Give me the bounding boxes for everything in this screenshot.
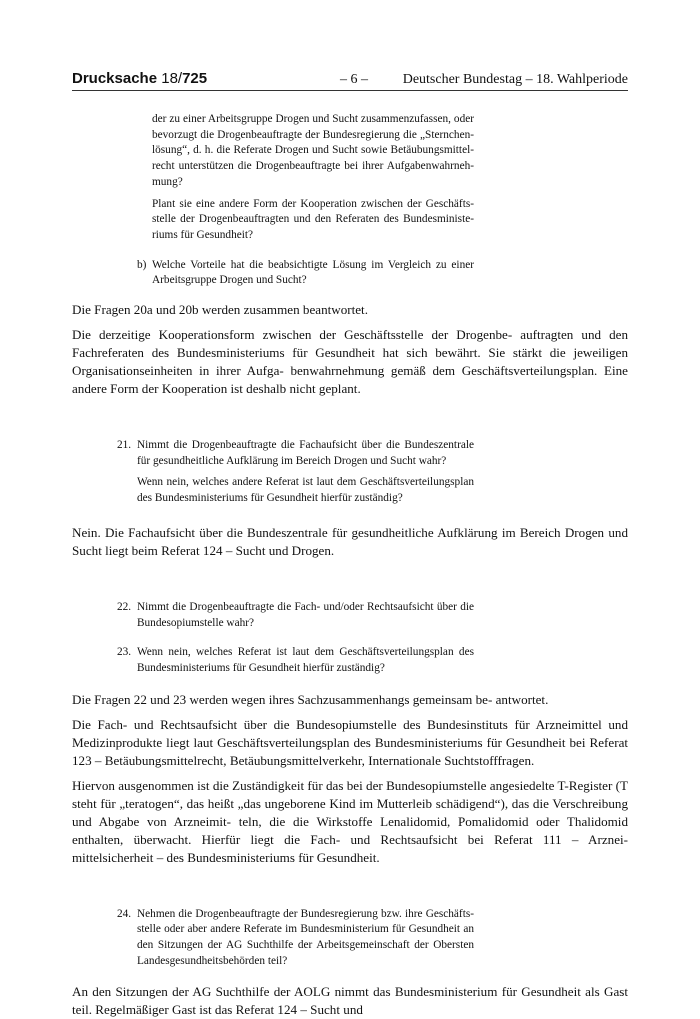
question-text: der zu einer Arbeitsgruppe Drogen und Sucht zusammenzufassen, oder bevorzugt die Drogenbeauftragte der Bundesregierung die „Sternchen- lösung“, d. h. die Referate Drogen und Sucht sowie Betäubungsmittel- recht unterstützen die Drogenbeauftragte bei ihrer Aufgabenwahrneh- mung? [152,113,474,188]
question-number: 22. [117,600,132,613]
question-22 [117,600,474,631]
question-number: 21. [117,439,132,452]
question-21-continuation: Wenn nein, welches andere Referat ist laut dem Geschäftsverteilungsplan des Bundesministeriums für Gesundheit hierfür zuständig? [137,476,474,505]
question-text: Plant sie eine andere Form der Kooperation zwischen der Geschäfts- stelle der Drogenbeauftragten und den Referaten des Bundesministe- riums für Gesundheit? [152,197,474,241]
question-21 [117,438,474,469]
question-text: Nehmen die Drogenbeauftragte der Bundesregierung bzw. ihre Geschäfts- stelle oder aber andere Referate im Bundesministerium für Gesundheit an den Sitzungen der AG Suchthilfe der Arbeitsgemeinschaft der Obersten Landesgesundheitsbehörden teil? [137,907,474,967]
page-header [72,68,628,91]
page-body [72,112,628,1019]
question-23 [117,645,474,676]
answer-22-23-paragraph-2: Hiervon ausgenommen ist die Zuständigkeit für das bei der Bundesopiumstelle angesiedelte T-Register (T steht für „teratogen“, das heißt „das ungeborene Kind im Mutterleib schädigend“), das die Verschreibung und Abgabe von Arzneimit- teln, die die Wirkstoffe Lenalidomid, Pomalidomid oder Thalidomid enthalten, überwacht. Hierfür liegt die Fach- und Rechtsaufsicht bei Referat 111 – Arznei- mittelsicherheit – des Bundesministeriums für Gesundheit. [72,777,629,865]
answer-21: Nein. Die Fachaufsicht über die Bundeszentrale für gesundheitliche Aufklärung im Bereich Drogen und Sucht liegt beim Referat 124 – Sucht und Drogen. [72,524,628,558]
answer-24: An den Sitzungen der AG Suchthilfe der AOLG nimmt das Bundesministerium für Gesundheit als Gast teil. Regelmäßiger Gast ist das Referat 124 – Sucht und [72,984,629,1018]
question-text: Welche Vorteile hat die beabsichtigte Lösung im Vergleich zu einer Arbeitsgruppe Drogen und Sucht? [152,258,474,287]
answer-intro-20: Die Fragen 20a und 20b werden zusammen beantwortet. [72,302,368,318]
question-text: Wenn nein, welches Referat ist laut dem Geschäftsverteilungsplan des Bundesministeriums für Gesundheit hierfür zuständig? [137,646,474,674]
question-number: 24. [117,907,132,920]
question-text: Nimmt die Drogenbeauftragte die Fachaufsicht über die Bundeszentrale für gesundheitliche Aufklärung im Bereich Drogen und Sucht wahr? [137,439,474,467]
parliament-label: Deutscher Bundestag – 18. Wahlperiode [402,72,628,87]
question-24 [117,907,474,970]
question-20-continuation [152,112,474,244]
doc-type: Drucksache [72,70,158,87]
question-20b [137,258,474,289]
answer-20: Die derzeitige Kooperationsform zwischen der Geschäftsstelle der Drogenbe- auftragten und den Fachreferaten des Bundesministeriums für Gesundheit hat sich bewährt. Sie stärkt die jeweiligen Organisationseinheiten in ihrer Aufga- benwahrnehmung gemäß dem Geschäftsverteilungsplan. Eine andere Form der Kooperation ist deshalb nicht geplant. [72,327,628,397]
answer-22-23-paragraph-1: Die Fach- und Rechtsaufsicht über die Bundesopiumstelle des Bundesinstituts für Arzneimittel und Medizinprodukte liegt laut Geschäftsverteilungsplan des Bundesministeriums für Gesundheit bei Referat 123 – Betäubungsmittelrecht, Betäubungsmittelverkehr, Internationale Suchtstofffragen. [72,716,629,768]
question-number: 23. [117,646,132,659]
question-text: Nimmt die Drogenbeauftragte die Fach- und/oder Rechtsaufsicht über die Bundesopiumstelle wahr? [137,600,474,629]
doc-number: 725 [182,70,208,87]
answer-intro-22-23: Die Fragen 22 und 23 werden wegen ihres Sachzusammenhangs gemeinsam be- antwortet. [72,691,549,707]
doc-number-prefix: 18/ [161,70,183,87]
page-number: – 6 – [340,72,368,87]
question-label: b) [137,258,147,271]
